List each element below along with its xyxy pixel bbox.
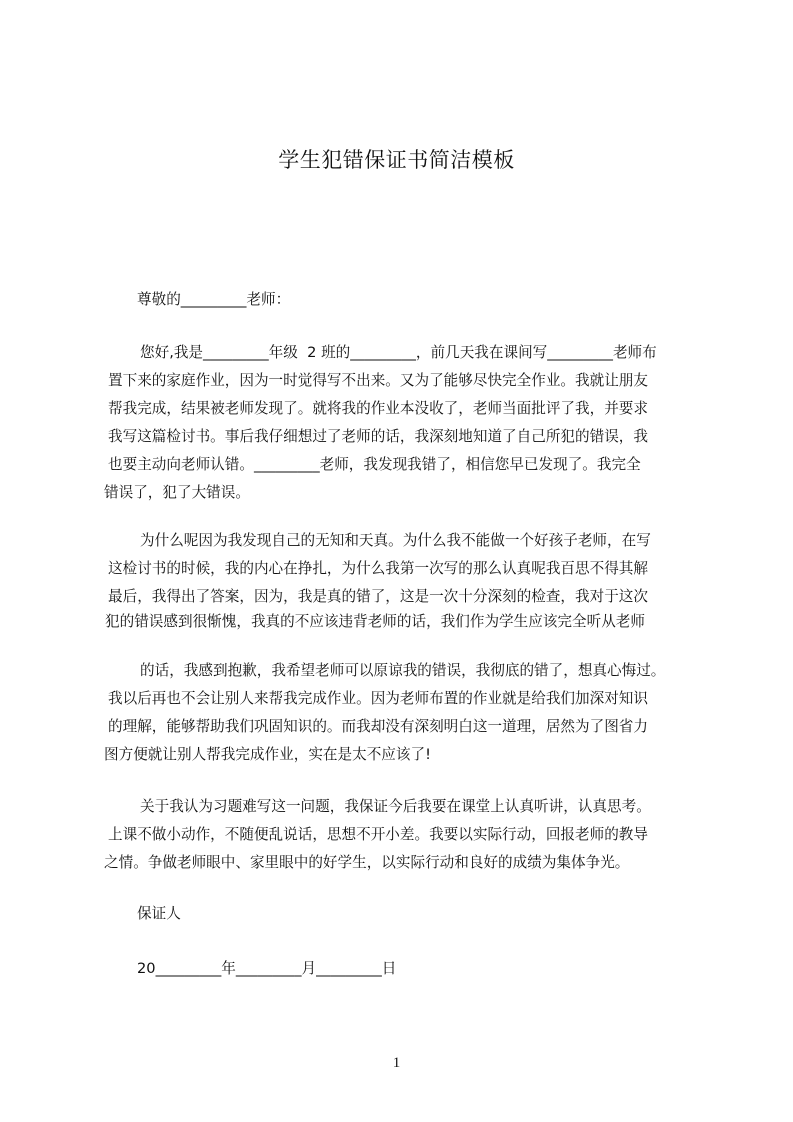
paragraph-line: 我写这篇检讨书。事后我仔细想过了老师的话，我深刻地知道了自己所犯的错误，我 bbox=[108, 428, 648, 445]
paragraph-line: 犯的错误感到很惭愧，我真的不应该违背老师的话，我们作为学生应该完全听从老师 bbox=[105, 613, 645, 630]
paragraph-line: 之情。争做老师眼中、家里眼中的好学生，以实际行动和良好的成绩为集体争光。 bbox=[104, 854, 630, 871]
document-title: 学生犯错保证书简洁模板 bbox=[278, 148, 515, 172]
paragraph-line: 最后，我得出了答案，因为，我是真的错了，这是一次十分深刻的检查，我对于这次 bbox=[108, 588, 648, 605]
paragraph-line: 帮我完成，结果被老师发现了。就将我的作业本没收了，老师当面批评了我，并要求 bbox=[108, 400, 648, 417]
paragraph-line: 关于我认为习题难写这一问题，我保证今后我要在课堂上认真听讲，认真思考。 bbox=[140, 798, 651, 815]
paragraph-line: 这检讨书的时候，我的内心在挣扎，为什么我第一次写的那么认真呢我百思不得其解 bbox=[108, 560, 648, 577]
paragraph-line: 为什么呢因为我发现自己的无知和天真。为什么我不能做一个好孩子老师，在写 bbox=[140, 532, 651, 549]
paragraph-line: 置下来的家庭作业，因为一时觉得写不出来。又为了能够尽快完全作业。我就让朋友 bbox=[108, 372, 648, 389]
paragraph-line: 也要主动向老师认错。_________老师，我发现我错了，相信您早已发现了。我完全 bbox=[108, 456, 641, 473]
paragraph-line: 的话，我感到抱歉，我希望老师可以原谅我的错误，我彻底的错了，想真心悔过。 bbox=[140, 662, 666, 679]
paragraph-line: 的理解，能够帮助我们巩固知识的。而我却没有深刻明白这一道理，居然为了图省力 bbox=[108, 718, 648, 735]
paragraph-line: 上课不做小动作，不随便乱说话，思想不开小差。我要以实际行动，回报老师的教导 bbox=[108, 826, 648, 843]
salutation: 尊敬的_________老师： bbox=[137, 291, 291, 308]
paragraph-line: 您好,我是_________年级 2 班的_________，前几天我在课间写_________老师布 bbox=[140, 344, 657, 361]
paragraph-line: 图方便就让别人帮我完成作业，实在是太不应该了! bbox=[104, 746, 431, 763]
signature-label: 保证人 bbox=[137, 905, 181, 922]
page-number: 1 bbox=[392, 1055, 401, 1071]
paragraph-line: 我以后再也不会让别人来帮我完成作业。因为老师布置的作业就是给我们加深对知识 bbox=[108, 690, 648, 707]
paragraph-line: 错误了，犯了大错误。 bbox=[104, 484, 250, 501]
date-line: 20_________年_________月_________日 bbox=[137, 960, 397, 977]
